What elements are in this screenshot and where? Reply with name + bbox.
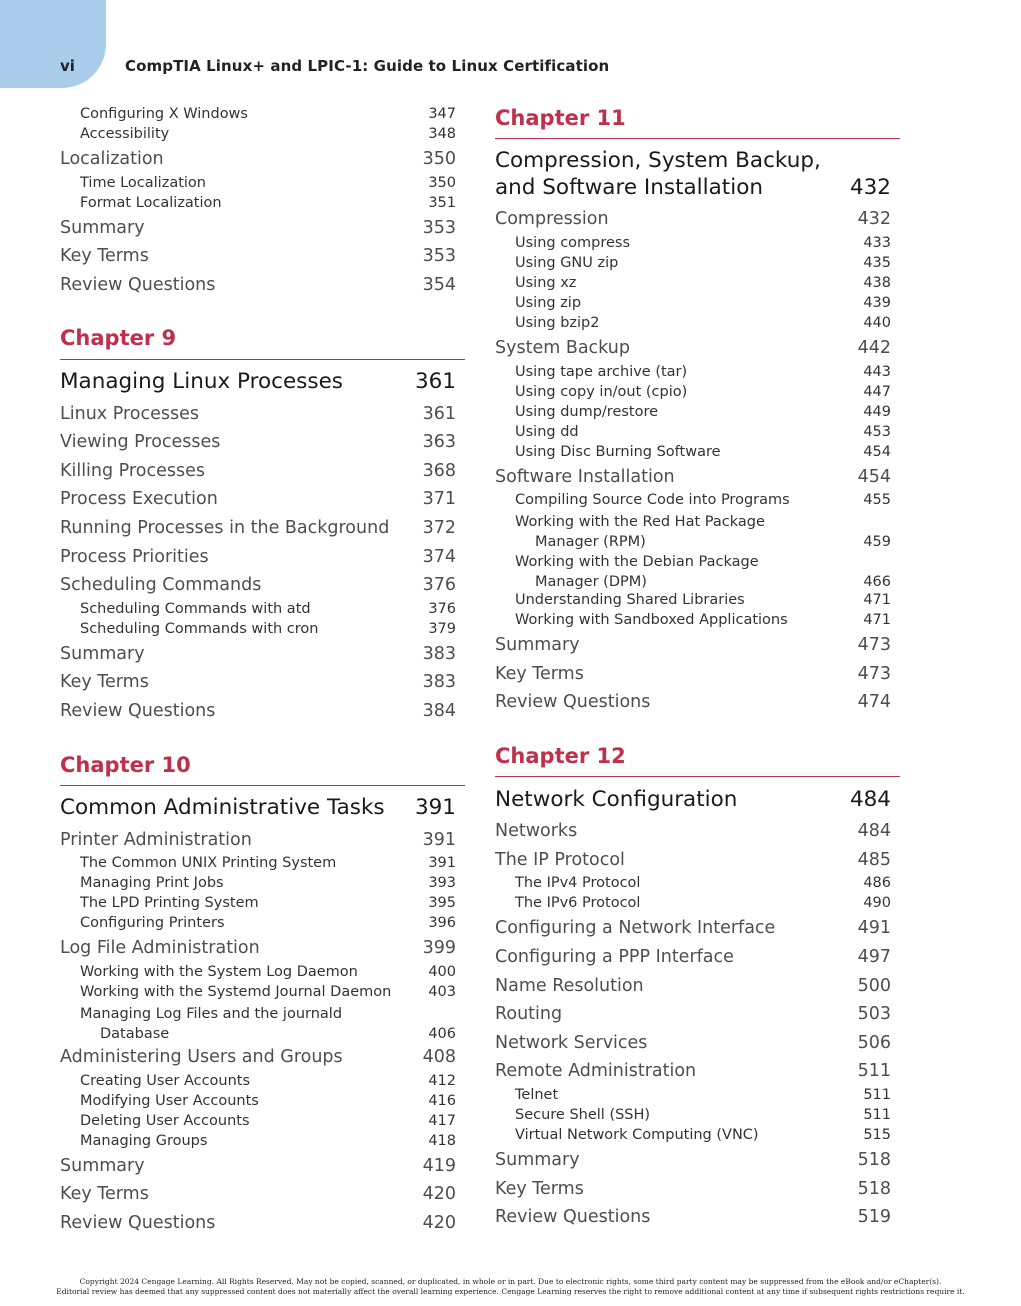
- toc-entry[interactable]: Using dump/restore 449: [515, 404, 891, 420]
- toc-entry[interactable]: Using xz 438: [515, 275, 891, 291]
- toc-entry[interactable]: Working with the Systemd Journal Daemon 403: [80, 984, 456, 1000]
- toc-entry[interactable]: Summary 353: [60, 218, 456, 238]
- toc-entry[interactable]: Review Questions 354: [60, 275, 456, 295]
- toc-entry[interactable]: Log File Administration 399: [60, 938, 456, 958]
- toc-entry[interactable]: Configuring a Network Interface 491: [495, 918, 891, 938]
- toc-entry[interactable]: Key Terms 383: [60, 672, 456, 692]
- toc-entry[interactable]: Viewing Processes 363: [60, 432, 456, 452]
- toc-entry[interactable]: Review Questions 519: [495, 1207, 891, 1227]
- toc-entry[interactable]: The IPv6 Protocol 490: [515, 895, 891, 911]
- toc-entry[interactable]: Summary 518: [495, 1150, 891, 1170]
- toc-entry[interactable]: Software Installation 454: [495, 467, 891, 487]
- toc-entry[interactable]: The LPD Printing System 395: [80, 895, 456, 911]
- toc-entry[interactable]: Working with the Debian Package Manager (DPM) 466: [515, 554, 891, 590]
- chapter-title[interactable]: Managing Linux Processes 361: [60, 369, 456, 394]
- toc-entry[interactable]: Routing 503: [495, 1004, 891, 1024]
- toc-entry[interactable]: Creating User Accounts 412: [80, 1073, 456, 1089]
- copyright-line-1: Copyright 2024 Cengage Learning. All Rights Reserved. May not be copied, scanned, or duplicated, in whole or in part. Due to electronic rights, some third party content may be suppressed from the eBook and/or eChapter(s).: [79, 1277, 942, 1286]
- chapter-title[interactable]: Compression, System Backup, and Software Installation 432: [495, 148, 891, 200]
- toc-entry[interactable]: Managing Groups 418: [80, 1133, 456, 1149]
- chapter-rule: [495, 138, 900, 139]
- toc-entry[interactable]: Working with the Red Hat Package Manager (RPM) 459: [515, 514, 891, 550]
- toc-entry[interactable]: Localization 350: [60, 149, 456, 169]
- toc-entry[interactable]: Running Processes in the Background 372: [60, 518, 456, 538]
- toc-entry[interactable]: Using copy in/out (cpio) 447: [515, 384, 891, 400]
- toc-entry[interactable]: Review Questions 420: [60, 1213, 456, 1233]
- toc-entry[interactable]: Using GNU zip 435: [515, 255, 891, 271]
- chapter-label: Chapter 9: [60, 326, 177, 350]
- toc-entry[interactable]: Key Terms 473: [495, 664, 891, 684]
- toc-entry[interactable]: The IPv4 Protocol 486: [515, 875, 891, 891]
- toc-entry[interactable]: Linux Processes 361: [60, 404, 456, 424]
- toc-entry[interactable]: Key Terms 420: [60, 1184, 456, 1204]
- corner-tab: [0, 0, 106, 88]
- toc-entry[interactable]: Networks 484: [495, 821, 891, 841]
- toc-entry[interactable]: Administering Users and Groups 408: [60, 1047, 456, 1067]
- chapter-label: Chapter 11: [495, 106, 626, 130]
- running-head: CompTIA Linux+ and LPIC-1: Guide to Linux Certification: [125, 57, 610, 75]
- chapter-label: Chapter 12: [495, 744, 626, 768]
- toc-entry[interactable]: Review Questions 474: [495, 692, 891, 712]
- toc-entry[interactable]: Remote Administration 511: [495, 1061, 891, 1081]
- chapter-label: Chapter 10: [60, 753, 191, 777]
- toc-entry[interactable]: Time Localization 350: [80, 175, 456, 191]
- toc-entry[interactable]: The Common UNIX Printing System 391: [80, 855, 456, 871]
- chapter-rule: [495, 776, 900, 777]
- toc-entry[interactable]: Key Terms 518: [495, 1179, 891, 1199]
- toc-entry[interactable]: Using tape archive (tar) 443: [515, 364, 891, 380]
- toc-entry[interactable]: Killing Processes 368: [60, 461, 456, 481]
- toc-entry[interactable]: Compression 432: [495, 209, 891, 229]
- toc-entry[interactable]: Scheduling Commands 376: [60, 575, 456, 595]
- toc-entry[interactable]: Summary 419: [60, 1156, 456, 1176]
- toc-entry[interactable]: Process Priorities 374: [60, 547, 456, 567]
- toc-entry[interactable]: Scheduling Commands with atd 376: [80, 601, 456, 617]
- toc-entry[interactable]: Virtual Network Computing (VNC) 515: [515, 1127, 891, 1143]
- toc-entry[interactable]: Format Localization 351: [80, 195, 456, 211]
- toc-entry[interactable]: Network Services 506: [495, 1033, 891, 1053]
- toc-entry[interactable]: Compiling Source Code into Programs 455: [515, 492, 891, 508]
- toc-entry[interactable]: Managing Print Jobs 393: [80, 875, 456, 891]
- chapter-rule: [60, 359, 465, 360]
- toc-entry[interactable]: Managing Log Files and the journald Database 406: [80, 1006, 456, 1042]
- toc-entry[interactable]: The IP Protocol 485: [495, 850, 891, 870]
- toc-entry[interactable]: Using Disc Burning Software 454: [515, 444, 891, 460]
- toc-entry[interactable]: System Backup 442: [495, 338, 891, 358]
- page-number: vi: [60, 57, 75, 75]
- chapter-title[interactable]: Common Administrative Tasks 391: [60, 795, 456, 820]
- toc-entry[interactable]: Using zip 439: [515, 295, 891, 311]
- toc-entry[interactable]: Using dd 453: [515, 424, 891, 440]
- toc-entry[interactable]: Configuring a PPP Interface 497: [495, 947, 891, 967]
- toc-entry[interactable]: Configuring Printers 396: [80, 915, 456, 931]
- toc-entry[interactable]: Key Terms 353: [60, 246, 456, 266]
- toc-entry[interactable]: Process Execution 371: [60, 489, 456, 509]
- copyright-line-2: Editorial review has deemed that any suppressed content does not materially affect the overall learning experience. Cengage Learning reserves the right to remove additional content at any time if subsequent rights restrictions require it.: [56, 1287, 965, 1296]
- chapter-rule: [60, 785, 465, 786]
- toc-entry[interactable]: Scheduling Commands with cron 379: [80, 621, 456, 637]
- toc-entry[interactable]: Working with Sandboxed Applications 471: [515, 612, 891, 628]
- toc-entry[interactable]: Telnet 511: [515, 1087, 891, 1103]
- chapter-title[interactable]: Network Configuration 484: [495, 787, 891, 812]
- toc-entry[interactable]: Deleting User Accounts 417: [80, 1113, 456, 1129]
- toc-entry[interactable]: Using bzip2 440: [515, 315, 891, 331]
- toc-entry[interactable]: Name Resolution 500: [495, 976, 891, 996]
- toc-entry[interactable]: Understanding Shared Libraries 471: [515, 592, 891, 608]
- toc-entry[interactable]: Secure Shell (SSH) 511: [515, 1107, 891, 1123]
- toc-entry[interactable]: Printer Administration 391: [60, 830, 456, 850]
- toc-entry[interactable]: Using compress 433: [515, 235, 891, 251]
- toc-entry[interactable]: Accessibility 348: [80, 126, 456, 142]
- toc-entry[interactable]: Configuring X Windows 347: [80, 106, 456, 122]
- toc-entry[interactable]: Modifying User Accounts 416: [80, 1093, 456, 1109]
- toc-entry[interactable]: Summary 383: [60, 644, 456, 664]
- toc-entry[interactable]: Review Questions 384: [60, 701, 456, 721]
- toc-entry[interactable]: Working with the System Log Daemon 400: [80, 964, 456, 980]
- copyright-notice: [0, 1277, 1021, 1297]
- toc-entry[interactable]: Summary 473: [495, 635, 891, 655]
